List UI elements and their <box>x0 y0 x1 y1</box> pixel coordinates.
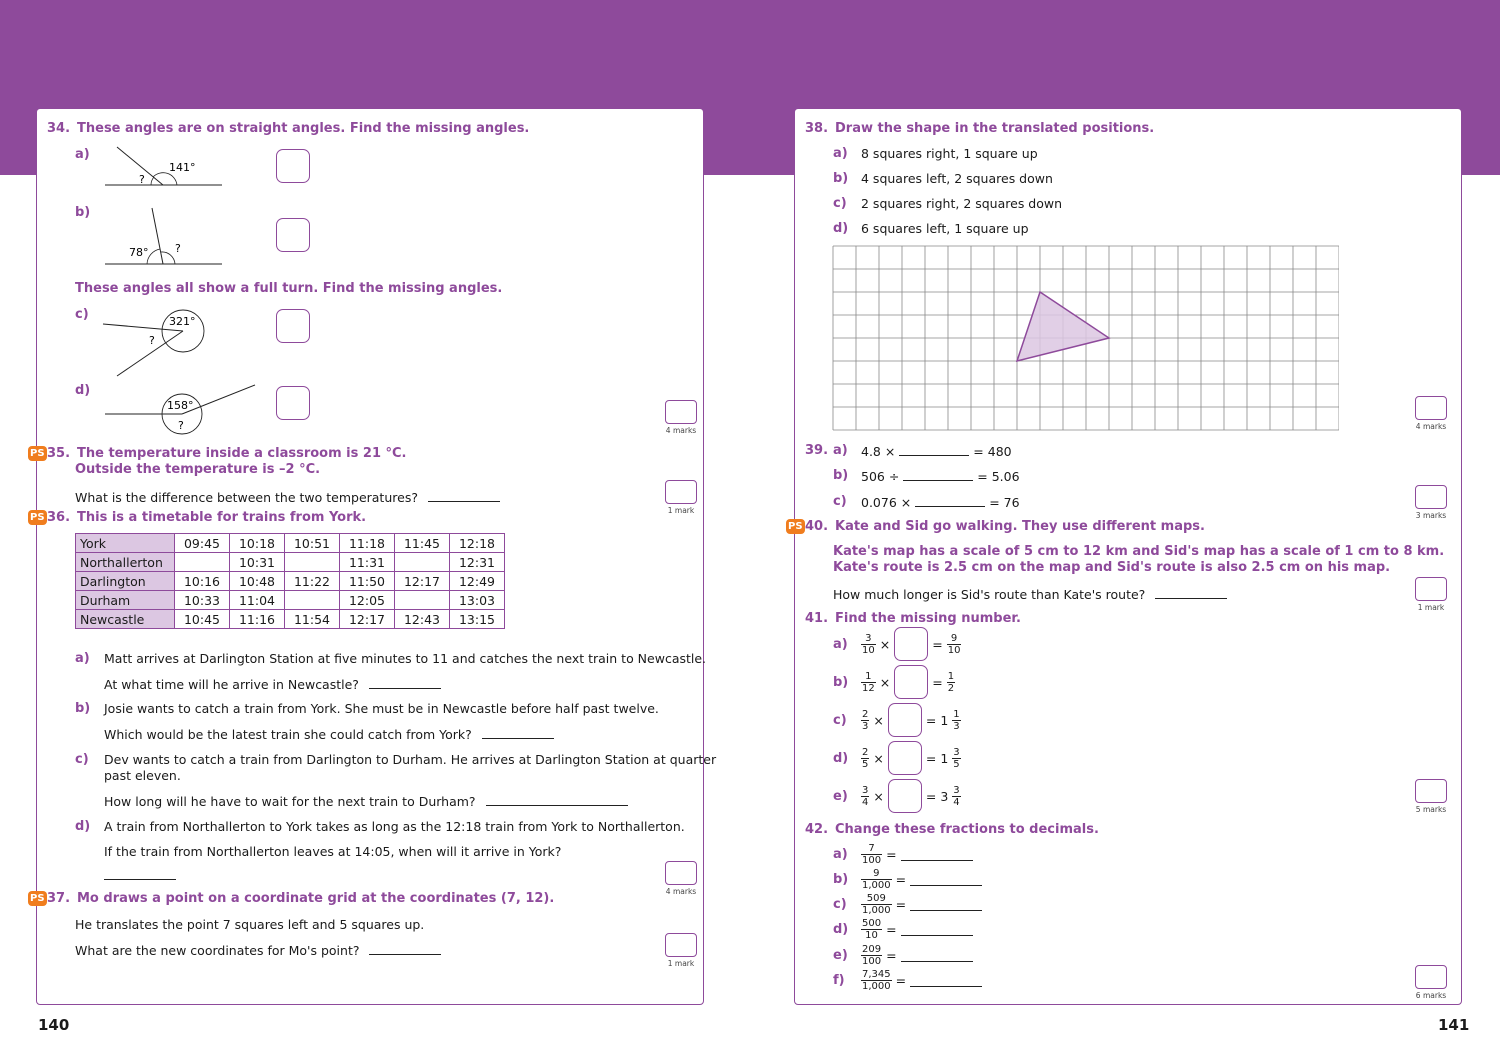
answer-box-34b[interactable] <box>276 218 310 252</box>
question-text: Draw the shape in the translated positions. <box>835 121 1155 136</box>
ps-badge-35: PS <box>30 448 45 459</box>
numerator: 3 <box>861 633 876 645</box>
fraction <box>861 893 892 916</box>
angle-diagram-b <box>97 204 227 266</box>
part-label: c) <box>833 713 847 728</box>
fraction <box>952 747 960 770</box>
departure-time: 12:31 <box>450 553 505 572</box>
fraction-to-decimal-row <box>861 969 982 992</box>
answer-box-34c[interactable] <box>276 309 310 343</box>
numerator: 500 <box>862 918 882 929</box>
part-label: b) <box>833 675 849 690</box>
denominator: 10 <box>947 644 961 656</box>
equals-sign: = <box>895 897 907 912</box>
timetable-row <box>76 553 505 572</box>
departure-time: 11:54 <box>285 610 340 629</box>
expr-left: 0.076 × <box>861 495 912 510</box>
marks-label-41: 5 marks <box>1415 805 1447 814</box>
expr-right: = 480 <box>973 444 1012 459</box>
fraction-to-decimal-row <box>861 868 982 891</box>
departure-time: 10:31 <box>230 553 285 572</box>
numerator: 509 <box>861 893 892 905</box>
fraction <box>952 709 960 732</box>
departure-time: 09:45 <box>175 534 230 553</box>
equals-sign: = <box>895 973 907 988</box>
fraction <box>861 918 882 941</box>
fraction-to-decimal-row <box>861 843 973 866</box>
denominator: 3 <box>953 720 960 732</box>
marks-label-36: 4 marks <box>665 887 697 896</box>
question-text: These angles are on straight angles. Find the missing angles. <box>77 121 530 136</box>
times-sign: × <box>873 788 884 804</box>
timetable-row <box>76 591 505 610</box>
page-number-left: 140 <box>38 1016 70 1034</box>
times-sign: × <box>873 750 884 766</box>
part-a-label: a) <box>75 651 90 666</box>
unknown-angle-c: ? <box>149 334 155 347</box>
fraction-to-decimal-row <box>861 918 973 941</box>
departure-time: 12:43 <box>395 610 450 629</box>
departure-time: 10:45 <box>175 610 230 629</box>
numerator: 3 <box>953 784 960 796</box>
question-36d-prompt: If the train from Northallerton leaves at 14:05, when will it arrive in York? <box>104 844 562 859</box>
equals-sign: = <box>886 922 897 937</box>
part-label: a) <box>833 847 848 862</box>
left-page-panel <box>30 108 717 1005</box>
station-name: Newcastle <box>76 610 175 629</box>
angle-label-c: 321° <box>169 315 196 328</box>
expr-right: = 5.06 <box>977 469 1020 484</box>
right-page-panel <box>788 108 1462 1005</box>
ps-badge-36: PS <box>30 512 45 523</box>
numerator: 7,345 <box>862 969 891 980</box>
denominator: 3 <box>862 720 869 732</box>
missing-number-box[interactable] <box>894 627 928 661</box>
denominator: 1,000 <box>862 880 891 891</box>
question-36b-text: Josie wants to catch a train from York. She must be in Newcastle before half past twelve. <box>104 701 659 716</box>
marks-label-39: 3 marks <box>1415 511 1447 520</box>
fraction <box>861 785 869 808</box>
question-35-line2: Outside the temperature is –2 °C. <box>75 462 321 477</box>
translation-c: 2 squares right, 2 squares down <box>861 196 1063 211</box>
question-39a <box>861 443 1012 459</box>
denominator: 100 <box>862 855 882 866</box>
question-41-title <box>805 611 1021 626</box>
question-38-title <box>805 121 1154 136</box>
part-a-label: a) <box>833 443 848 458</box>
question-36d-text: A train from Northallerton to York takes as long as the 12:18 train from York to Northallerton. <box>104 819 685 834</box>
answer-line-39b[interactable] <box>903 468 973 481</box>
missing-number-box[interactable] <box>888 741 922 775</box>
equals-sign: = <box>886 847 897 862</box>
numerator: 1 <box>861 671 876 683</box>
denominator: 4 <box>953 796 960 808</box>
prompt-text: What is the difference between the two temperatures? <box>75 490 418 505</box>
equals-sign: = <box>925 750 937 766</box>
translation-d: 6 squares left, 1 square up <box>861 221 1029 236</box>
question-number: 42. <box>805 822 829 837</box>
departure-time: 11:18 <box>340 534 395 553</box>
times-sign: × <box>879 636 891 652</box>
marks-box-39[interactable] <box>1415 485 1447 509</box>
station-name: Darlington <box>76 572 175 591</box>
fraction <box>947 671 955 694</box>
part-c-label: c) <box>833 494 847 509</box>
fraction <box>861 671 876 694</box>
question-37-prompt <box>75 942 441 958</box>
angle-label-b: 78° <box>129 246 149 259</box>
prompt-text: What are the new coordinates for Mo's point? <box>75 943 360 958</box>
departure-time: 10:48 <box>230 572 285 591</box>
equals-sign: = <box>932 636 943 652</box>
fraction <box>861 969 892 992</box>
answer-line[interactable] <box>901 848 973 861</box>
part-label: f) <box>833 973 845 988</box>
departure-time: 11:22 <box>285 572 340 591</box>
answer-line[interactable] <box>910 898 982 911</box>
missing-number-box[interactable] <box>888 779 922 813</box>
prompt-text: Which would be the latest train she could catch from York? <box>104 727 472 742</box>
part-c-label: c) <box>833 196 847 211</box>
fraction <box>861 944 882 967</box>
question-37-text: He translates the point 7 squares left and 5 squares up. <box>75 917 425 932</box>
answer-line[interactable] <box>910 974 982 987</box>
numerator: 7 <box>861 843 882 855</box>
question-text: The temperature inside a classroom is 21 °C. <box>77 446 407 461</box>
marks-label-38: 4 marks <box>1415 422 1447 431</box>
question-40-line2: Kate's route is 2.5 cm on the map and Sid's route is also 2.5 cm on his map. <box>833 560 1391 575</box>
answer-line-39c[interactable] <box>915 494 985 507</box>
departure-time <box>395 553 450 572</box>
question-text: This is a timetable for trains from York. <box>77 510 367 525</box>
missing-number-row <box>861 665 955 699</box>
expr-left: 506 ÷ <box>861 469 900 484</box>
denominator: 1,000 <box>862 905 891 916</box>
station-name: York <box>76 534 175 553</box>
marks-box-42[interactable] <box>1415 965 1447 989</box>
part-d-label: d) <box>75 383 91 398</box>
marks-box-37[interactable] <box>665 933 697 957</box>
departure-time: 13:03 <box>450 591 505 610</box>
answer-line-36c[interactable] <box>486 793 628 806</box>
departure-time: 12:05 <box>340 591 395 610</box>
denominator: 1,000 <box>862 981 891 992</box>
question-34-title <box>47 121 529 136</box>
equals-sign: = <box>886 948 897 963</box>
marks-box-34[interactable] <box>665 400 697 424</box>
denominator: 2 <box>947 682 955 694</box>
marks-box-38[interactable] <box>1415 396 1447 420</box>
question-40-title <box>805 519 1205 534</box>
question-39c <box>861 494 1020 510</box>
translation-b: 4 squares left, 2 squares down <box>861 171 1053 186</box>
expr-left: 4.8 × <box>861 444 896 459</box>
question-number: 35. <box>47 446 71 461</box>
whole-number: 1 <box>940 750 949 766</box>
question-40-prompt <box>833 586 1227 602</box>
departure-time <box>395 591 450 610</box>
denominator: 100 <box>862 956 882 967</box>
fraction-to-decimal-row <box>861 893 982 916</box>
question-number: 39. <box>805 443 829 458</box>
answer-line-36d[interactable] <box>104 867 176 880</box>
numerator: 9 <box>861 868 892 880</box>
angle-label-d: 158° <box>167 399 194 412</box>
numerator: 9 <box>947 633 962 645</box>
departure-time: 12:17 <box>340 610 395 629</box>
times-sign: × <box>873 712 884 728</box>
fraction <box>861 843 882 866</box>
part-d-label: d) <box>75 819 91 834</box>
departure-time <box>285 553 340 572</box>
timetable-row <box>76 572 505 591</box>
question-40-line1: Kate's map has a scale of 5 cm to 12 km and Sid's map has a scale of 1 cm to 8 km. <box>833 544 1445 559</box>
marks-box-36[interactable] <box>665 861 697 885</box>
train-timetable <box>75 533 505 629</box>
marks-box-35[interactable] <box>665 480 697 504</box>
departure-time: 11:45 <box>395 534 450 553</box>
answer-line-37[interactable] <box>369 942 441 955</box>
unknown-angle-b: ? <box>175 242 181 255</box>
expr-right: = 76 <box>989 495 1020 510</box>
part-d-label: d) <box>833 221 849 236</box>
part-label: c) <box>833 897 847 912</box>
departure-time: 12:18 <box>450 534 505 553</box>
question-number: 38. <box>805 121 829 136</box>
answer-line-36b[interactable] <box>482 726 554 739</box>
numerator: 2 <box>862 746 869 758</box>
part-b-label: b) <box>75 701 91 716</box>
question-number: 36. <box>47 510 71 525</box>
answer-line-35[interactable] <box>428 489 500 502</box>
departure-time: 13:15 <box>450 610 505 629</box>
question-39b <box>861 468 1020 484</box>
equals-sign: = <box>925 712 937 728</box>
part-a-label: a) <box>75 147 90 162</box>
ps-badge-37: PS <box>30 893 45 904</box>
part-label: e) <box>833 948 848 963</box>
question-36a-prompt <box>104 676 441 692</box>
marks-box-40[interactable] <box>1415 577 1447 601</box>
part-label: d) <box>833 751 849 766</box>
question-36b-prompt <box>104 726 554 742</box>
translation-a: 8 squares right, 1 square up <box>861 146 1038 161</box>
part-label: e) <box>833 789 848 804</box>
full-turn-instruction: These angles all show a full turn. Find the missing angles. <box>75 281 503 296</box>
departure-time: 10:33 <box>175 591 230 610</box>
question-number: 34. <box>47 121 71 136</box>
missing-number-row <box>861 779 961 813</box>
angle-diagram-c <box>97 304 227 384</box>
fraction <box>861 633 876 656</box>
answer-line[interactable] <box>910 873 982 886</box>
missing-number-box[interactable] <box>888 703 922 737</box>
marks-label-37: 1 mark <box>667 959 695 968</box>
question-36a-text: Matt arrives at Darlington Station at five minutes to 11 and catches the next train to Newcastle. <box>104 651 707 666</box>
fraction-to-decimal-row <box>861 944 973 967</box>
question-36c-text-cont: past eleven. <box>104 768 181 783</box>
denominator: 10 <box>865 930 878 941</box>
departure-time: 12:49 <box>450 572 505 591</box>
departure-time: 10:51 <box>285 534 340 553</box>
part-b-label: b) <box>75 205 91 220</box>
question-number: 41. <box>805 611 829 626</box>
fraction <box>861 709 869 732</box>
part-c-label: c) <box>75 752 89 767</box>
fraction <box>861 868 892 891</box>
numerator: 3 <box>862 784 869 796</box>
fraction <box>861 747 869 770</box>
fraction <box>952 785 960 808</box>
numerator: 3 <box>953 746 960 758</box>
question-35-title <box>47 446 407 461</box>
part-b-label: b) <box>833 171 849 186</box>
numerator: 1 <box>947 670 955 682</box>
question-36c-text: Dev wants to catch a train from Darlington to Durham. He arrives at Darlington Station at quarter <box>104 752 717 767</box>
question-number: 37. <box>47 891 71 906</box>
missing-number-row <box>861 627 961 661</box>
part-label: b) <box>833 872 849 887</box>
answer-line-39a[interactable] <box>899 443 969 456</box>
part-a-label: a) <box>833 146 848 161</box>
angle-label-a: 141° <box>169 161 196 174</box>
question-number: 40. <box>805 519 829 534</box>
equals-sign: = <box>932 674 943 690</box>
departure-time: 10:16 <box>175 572 230 591</box>
missing-number-row <box>861 741 961 775</box>
ps-badge-40: PS <box>788 521 803 532</box>
numerator: 1 <box>953 708 960 720</box>
departure-time: 11:50 <box>340 572 395 591</box>
answer-line-40[interactable] <box>1155 586 1227 599</box>
part-c-label: c) <box>75 307 89 322</box>
numerator: 2 <box>862 708 869 720</box>
part-label: d) <box>833 922 849 937</box>
whole-number: 1 <box>940 712 949 728</box>
square-grid[interactable] <box>832 245 1339 431</box>
question-text: Mo draws a point on a coordinate grid at the coordinates (7, 12). <box>77 891 555 906</box>
angle-diagram-d <box>97 381 257 437</box>
question-text: Find the missing number. <box>835 611 1021 626</box>
question-39-title <box>805 443 835 458</box>
marks-label-42: 6 marks <box>1415 991 1447 1000</box>
prompt-text: How much longer is Sid's route than Kate's route? <box>833 587 1146 602</box>
departure-time <box>285 591 340 610</box>
denominator: 10 <box>862 644 875 656</box>
denominator: 5 <box>862 758 869 770</box>
departure-time: 11:16 <box>230 610 285 629</box>
timetable-row <box>76 610 505 629</box>
missing-number-box[interactable] <box>894 665 928 699</box>
marks-box-41[interactable] <box>1415 779 1447 803</box>
marks-label-34: 4 marks <box>665 426 697 435</box>
denominator: 12 <box>862 682 875 694</box>
angle-diagram-a <box>97 139 227 189</box>
departure-time: 12:17 <box>395 572 450 591</box>
departure-time: 11:04 <box>230 591 285 610</box>
station-name: Northallerton <box>76 553 175 572</box>
timetable-row <box>76 534 505 553</box>
departure-time: 11:31 <box>340 553 395 572</box>
prompt-text: At what time will he arrive in Newcastle? <box>104 677 359 692</box>
equals-sign: = <box>925 788 937 804</box>
departure-time <box>175 553 230 572</box>
page-number-right: 141 <box>1438 1016 1470 1034</box>
unknown-angle-d: ? <box>178 419 184 432</box>
answer-line-36a[interactable] <box>369 676 441 689</box>
answer-line[interactable] <box>901 949 973 962</box>
whole-number: 3 <box>940 788 949 804</box>
unknown-angle-a: ? <box>139 173 145 186</box>
question-36c-prompt <box>104 793 628 809</box>
answer-line[interactable] <box>901 923 973 936</box>
answer-box-34d[interactable] <box>276 386 310 420</box>
part-b-label: b) <box>833 468 849 483</box>
times-sign: × <box>879 674 891 690</box>
denominator: 5 <box>953 758 960 770</box>
numerator: 209 <box>862 944 882 955</box>
denominator: 4 <box>862 796 869 808</box>
question-text: Change these fractions to decimals. <box>835 822 1099 837</box>
marks-label-35: 1 mark <box>667 506 695 515</box>
marks-label-40: 1 mark <box>1417 603 1445 612</box>
equals-sign: = <box>895 872 907 887</box>
question-36-title <box>47 510 366 525</box>
prompt-text: How long will he have to wait for the next train to Durham? <box>104 794 476 809</box>
question-text: Kate and Sid go walking. They use different maps. <box>835 519 1205 534</box>
missing-number-row <box>861 703 961 737</box>
answer-box-34a[interactable] <box>276 149 310 183</box>
question-35-prompt <box>75 489 500 505</box>
question-37-title <box>47 891 554 906</box>
station-name: Durham <box>76 591 175 610</box>
fraction <box>947 633 962 656</box>
departure-time: 10:18 <box>230 534 285 553</box>
part-label: a) <box>833 637 848 652</box>
question-42-title <box>805 822 1099 837</box>
